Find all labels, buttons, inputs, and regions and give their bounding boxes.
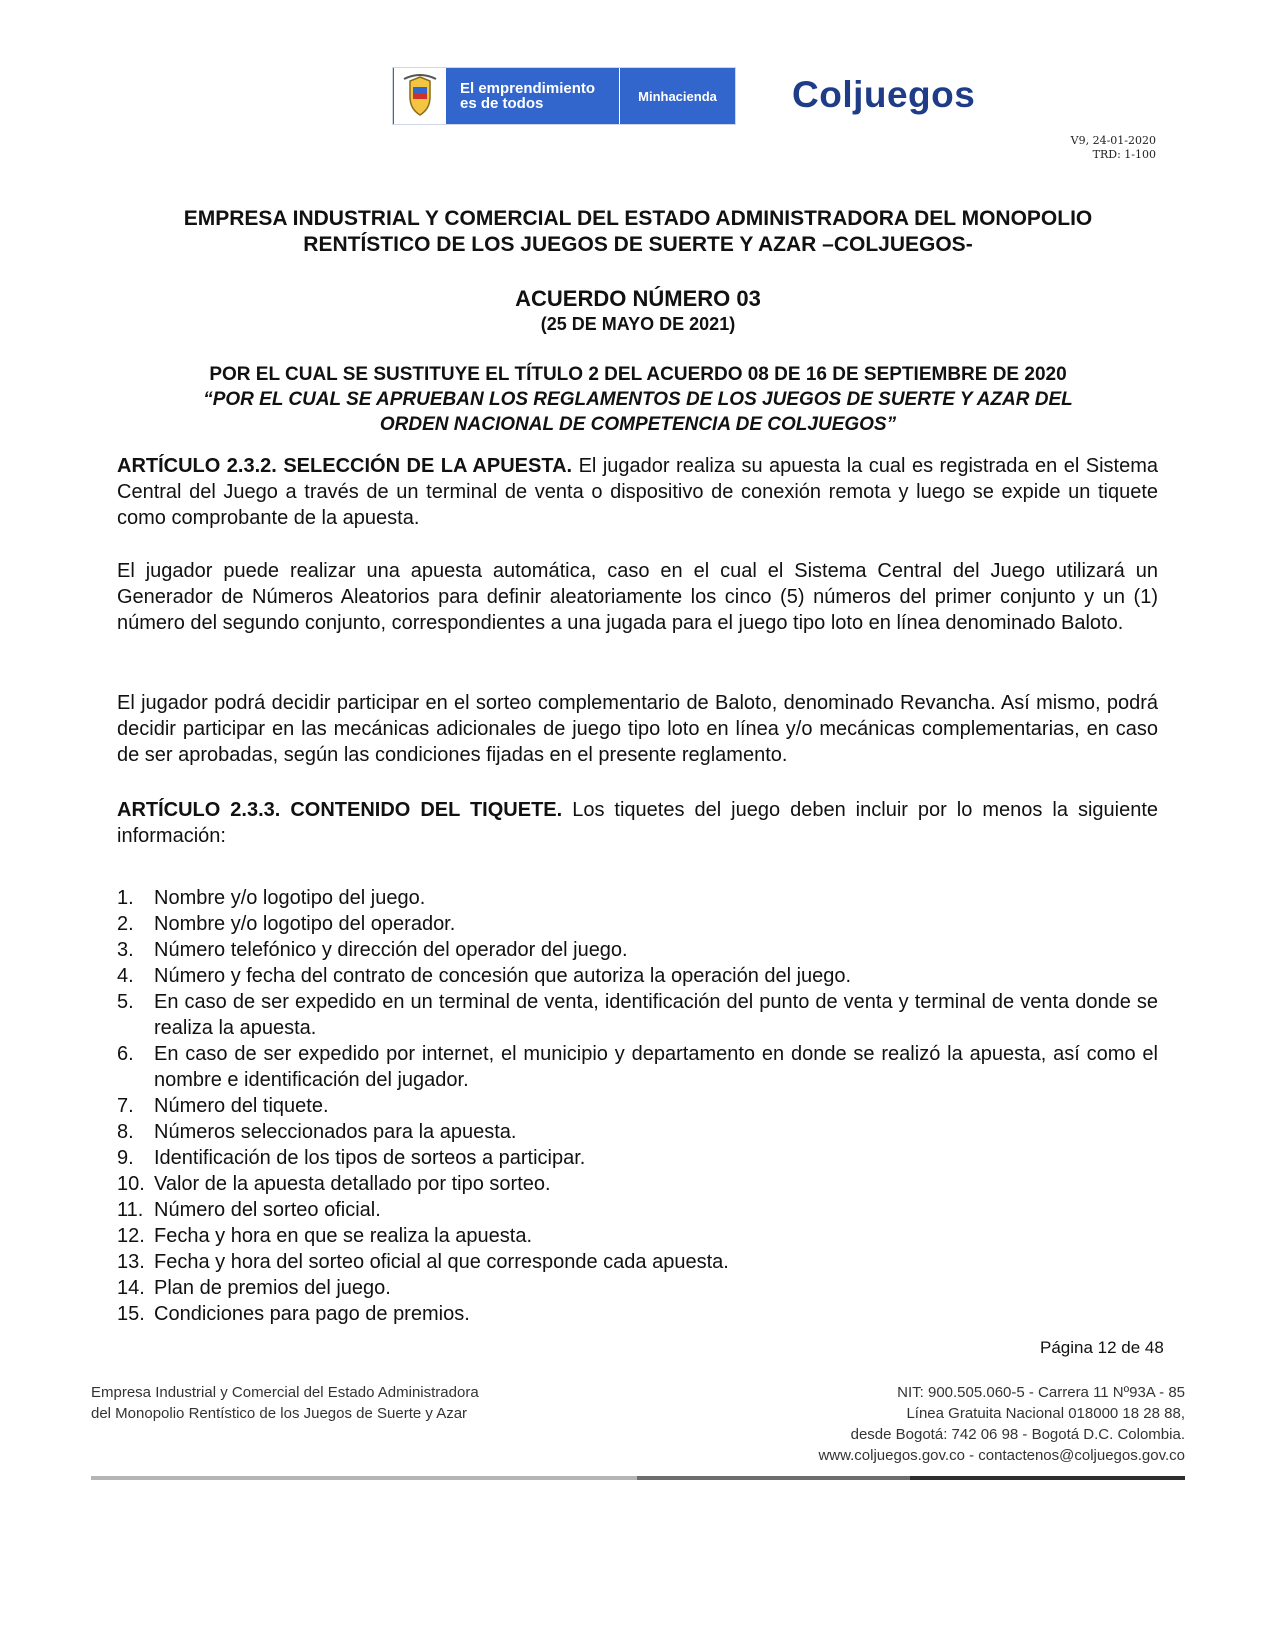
minhacienda-logo: Minhacienda (619, 68, 735, 124)
version-info (1071, 134, 1156, 162)
footer-phone: Línea Gratuita Nacional 018000 18 28 88, (906, 1405, 1185, 1422)
list-item: 13. Fecha y hora del sorteo oficial al que corresponde cada apuesta. (117, 1251, 729, 1273)
version-line1: V9, 24-01-2020 (1070, 134, 1156, 147)
subject-line2: “POR EL CUAL SE APRUEBAN LOS REGLAMENTOS DE LOS JUEGOS DE SUERTE Y AZAR DEL (203, 389, 1073, 410)
colombia-crest-icon (394, 68, 446, 124)
gov-logo-line2: es de todos (460, 95, 544, 112)
list-item: 3. Número telefónico y dirección del operador del juego. (117, 939, 628, 961)
org-line1: EMPRESA INDUSTRIAL Y COMERCIAL DEL ESTADO ADMINISTRADORA DEL MONOPOLIO (183, 207, 1093, 230)
list-item: 9. Identificación de los tipos de sorteos a participar. (117, 1147, 586, 1169)
list-item: 14. Plan de premios del juego. (117, 1277, 391, 1299)
footer-rule-mid (637, 1476, 910, 1480)
article-2-3-2 (117, 453, 1158, 531)
article-2-3-2-heading: ARTÍCULO 2.3.2. SELECCIÓN DE LA APUESTA. (117, 455, 573, 477)
acuerdo-date: (25 DE MAYO DE 2021) (540, 314, 736, 334)
organization-title (110, 206, 1166, 258)
article-2-3-3-text: Los tiquetes del juego deben incluir por lo menos la siguiente información: (117, 799, 1159, 847)
acuerdo-subject (110, 362, 1166, 437)
list-item: 8. Números seleccionados para la apuesta. (117, 1121, 517, 1143)
footer-rule-dark (910, 1476, 1185, 1480)
subject-line3: ORDEN NACIONAL DE COMPETENCIA DE COLJUEGOS” (379, 414, 897, 435)
list-item: 6. En caso de ser expedido por internet, el municipio y departamento en donde se realizó la apuesta, así como el nombre e identificación del jugador. (117, 1043, 1158, 1091)
article-2-3-3-heading: ARTÍCULO 2.3.3. CONTENIDO DEL TIQUETE. (117, 799, 563, 821)
subject-line1: POR EL CUAL SE SUSTITUYE EL TÍTULO 2 DEL ACUERDO 08 DE 16 DE SEPTIEMBRE DE 2020 (209, 364, 1067, 385)
page-number: Página 12 de 48 (1040, 1338, 1164, 1357)
list-item: 1. Nombre y/o logotipo del juego. (117, 887, 426, 909)
gov-logo-text (446, 81, 595, 111)
gov-logo-banner (392, 67, 736, 125)
list-item: 7. Número del tiquete. (117, 1095, 329, 1117)
footer-right (818, 1382, 1185, 1466)
footer-rule-light (91, 1476, 637, 1480)
footer-left-line1: Empresa Industrial y Comercial del Estado Administradora (91, 1384, 479, 1401)
article-2-3-2-text: El jugador realiza su apuesta la cual es registrada en el Sistema Central del Juego a través de un terminal de venta o dispositivo de conexión remota y luego se expide un tiquete como comprobante de la apuesta. (117, 455, 1159, 529)
footer-left-line2: del Monopolio Rentístico de los Juegos de Suerte y Azar (91, 1405, 468, 1422)
list-item: 4. Número y fecha del contrato de concesión que autoriza la operación del juego. (117, 965, 852, 987)
coljuegos-logo-text: Coljuegos (792, 74, 976, 115)
list-item: 5. En caso de ser expedido en un terminal de venta, identificación del punto de venta y terminal de venta donde se realiza la apuesta. (117, 991, 1158, 1039)
list-item: 10. Valor de la apuesta detallado por tipo sorteo. (117, 1173, 551, 1195)
acuerdo-number: ACUERDO NÚMERO 03 (515, 286, 761, 311)
paragraph-revancha: El jugador podrá decidir participar en el sorteo complementario de Baloto, denominado Revancha. Así mismo, podrá decidir participar en las mecánicas adicionales de juego tipo loto en línea y/o mecánicas complementarias, en caso de ser aprobadas, según las condiciones fijadas en el presente reglamento. (117, 692, 1158, 766)
gov-logo-left (393, 68, 619, 124)
footer-nit: NIT: 900.505.060-5 - Carrera 11 Nº93A - 85 (897, 1384, 1185, 1401)
version-line2: TRD: 1-100 (1092, 148, 1156, 161)
footer-bogota: desde Bogotá: 742 06 98 - Bogotá D.C. Colombia. (850, 1426, 1185, 1443)
ticket-content-list (117, 885, 1158, 1327)
coljuegos-logo (792, 74, 975, 116)
org-line2: RENTÍSTICO DE LOS JUEGOS DE SUERTE Y AZAR –COLJUEGOS- (303, 233, 973, 256)
article-2-3-3 (117, 797, 1158, 849)
paragraph-automatic-bet: El jugador puede realizar una apuesta automática, caso en el cual el Sistema Central del Juego utilizará un Generador de Números Aleatorios para definir aleatoriamente los cinco (5) números del primer conjunto y un (1) número del segundo conjunto, correspondientes a una jugada para el juego tipo loto en línea denominado Baloto. (117, 560, 1158, 634)
footer-web: www.coljuegos.gov.co - contactenos@coljuegos.gov.co (818, 1447, 1185, 1464)
gov-logo-line1: El emprendimiento (460, 80, 596, 97)
footer-left (91, 1382, 479, 1424)
list-item: 2. Nombre y/o logotipo del operador. (117, 913, 456, 935)
list-item: 11. Número del sorteo oficial. (117, 1199, 381, 1221)
list-item: 12. Fecha y hora en que se realiza la apuesta. (117, 1225, 533, 1247)
list-item: 15. Condiciones para pago de premios. (117, 1303, 470, 1325)
